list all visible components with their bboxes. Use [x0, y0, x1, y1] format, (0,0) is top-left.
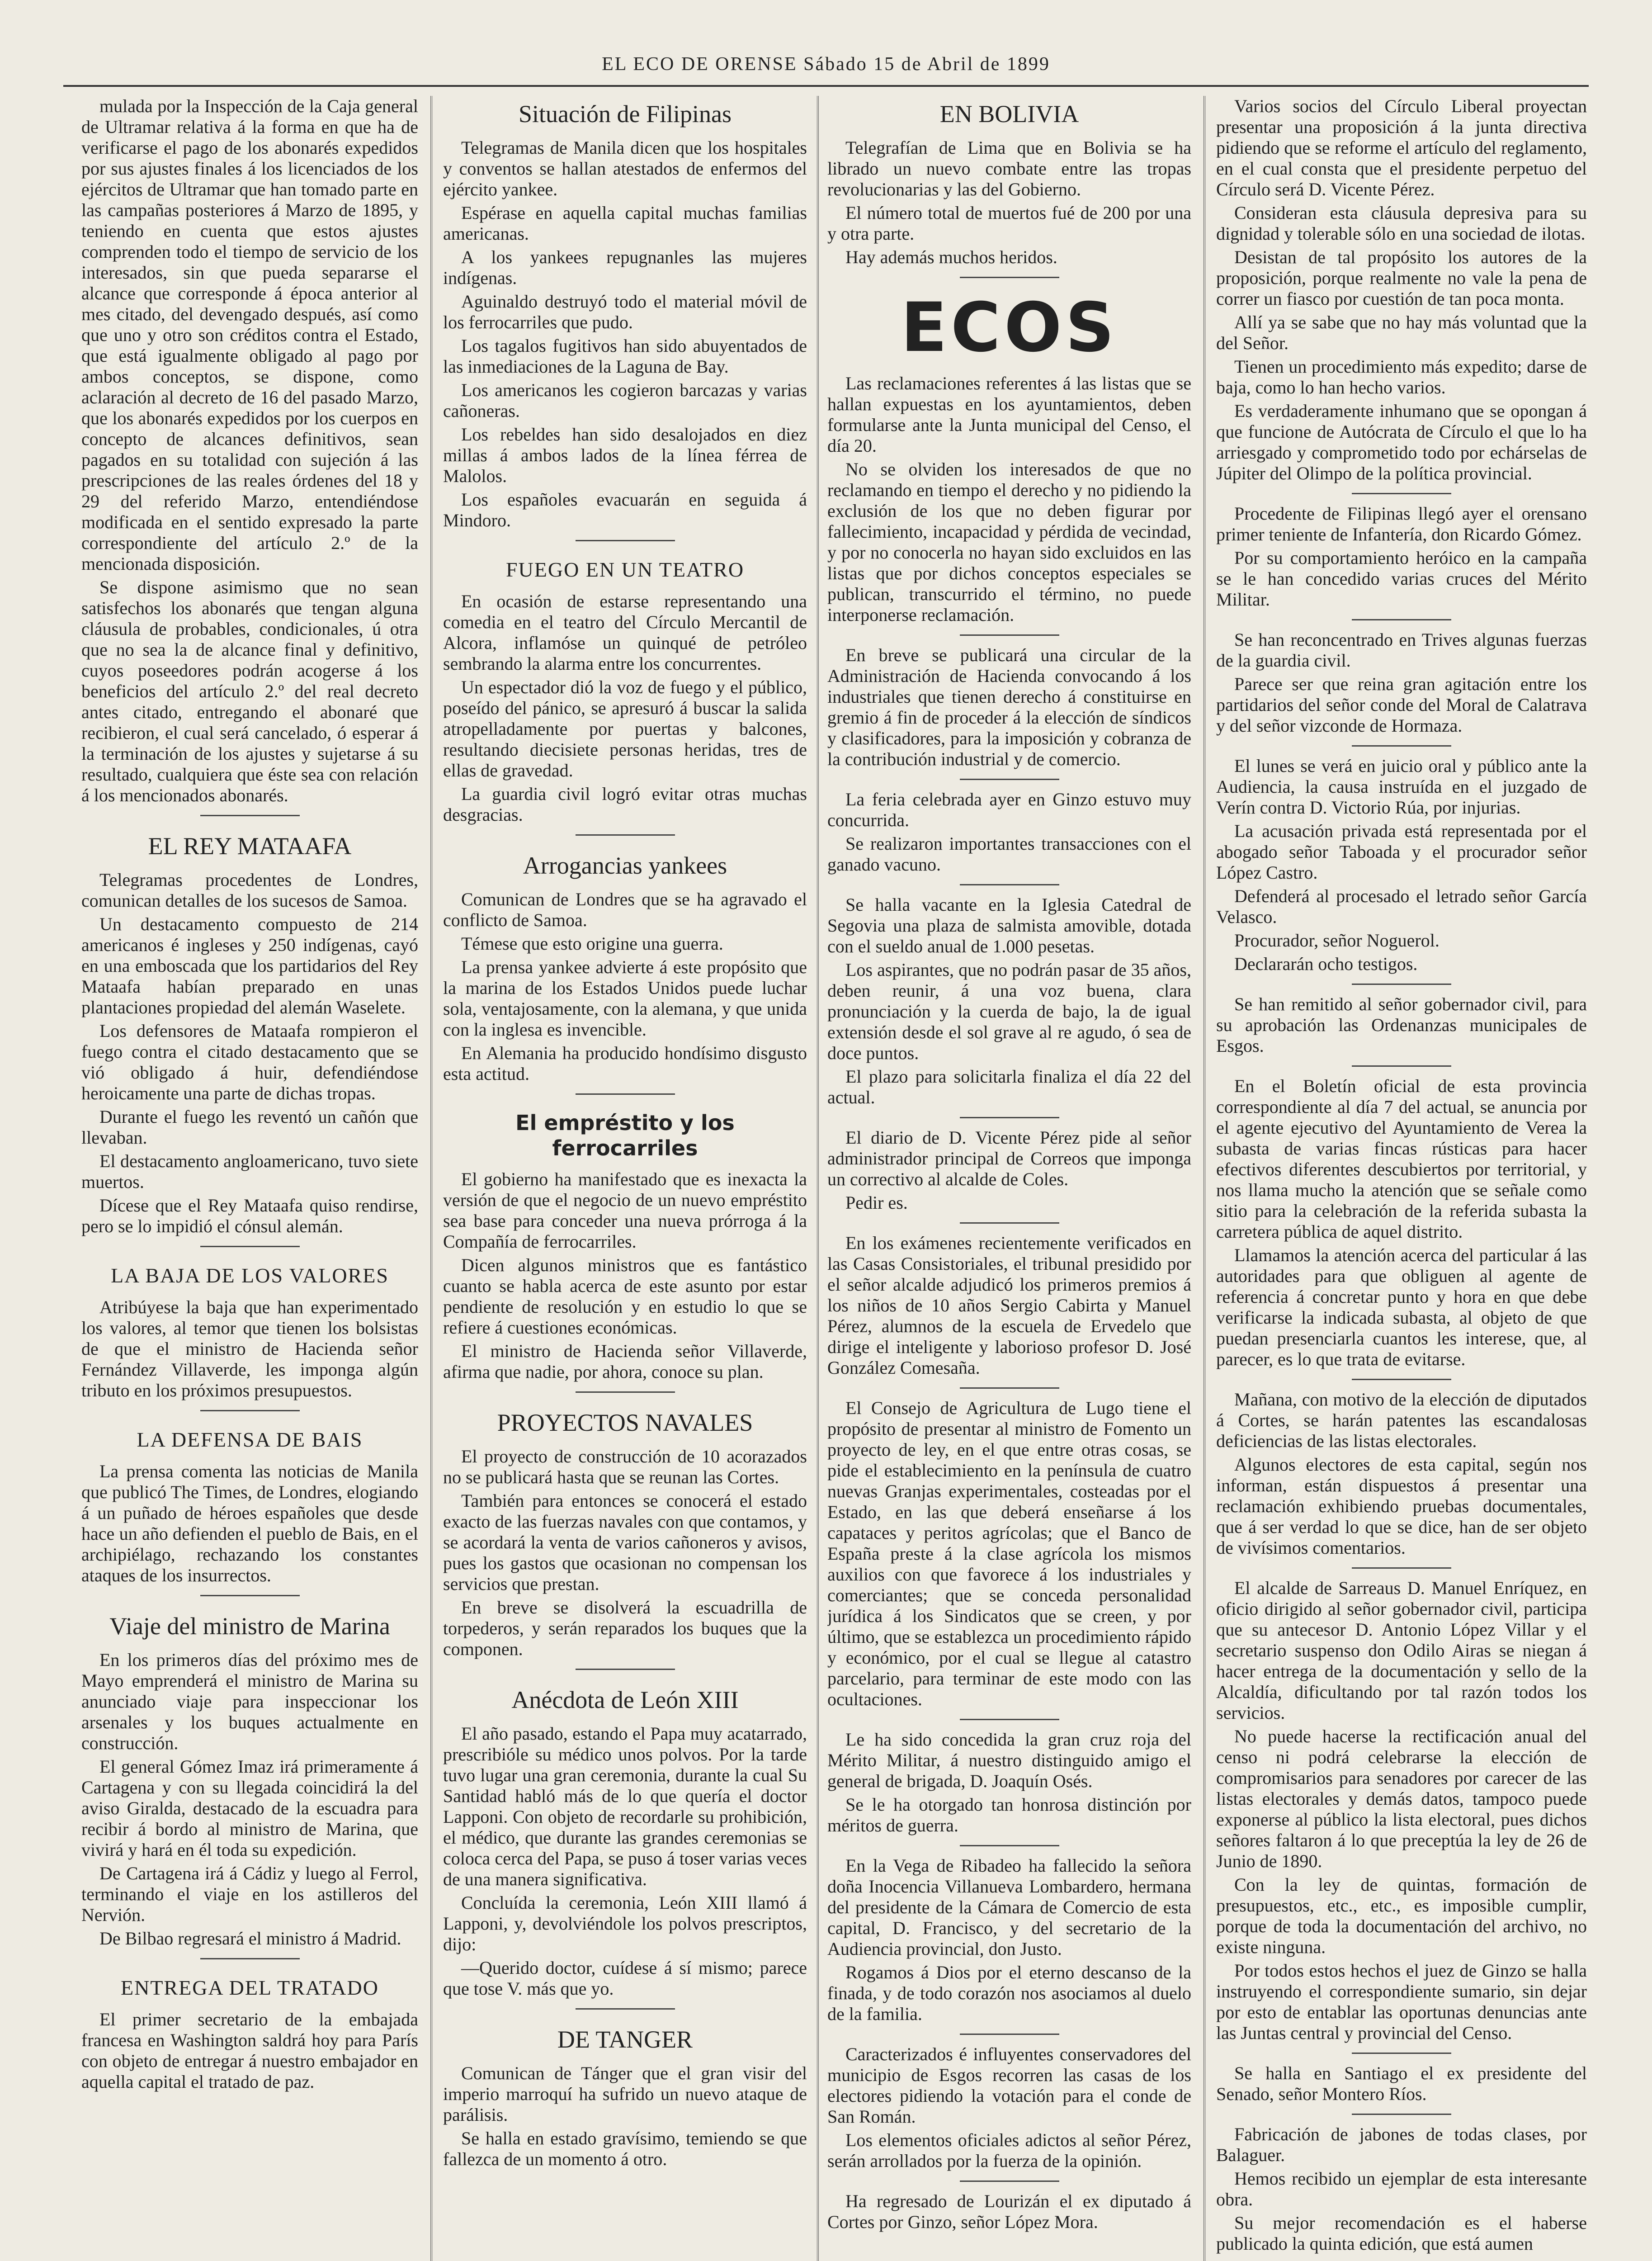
paragraph: En la Vega de Ribadeo ha fallecido la señora doña Inocencia Villanueva Lombardero, hermana del presidente de la Cámara de Comercio de esta capital, D. Francisco, y del secretario de la Audiencia provincial, don Justo. — [827, 1855, 1191, 1959]
paragraph: Dicen algunos ministros que es fantástico cuanto se habla acerca de este asunto por estar pendiente de resolución y en estudio lo que se refiere á cuestiones económicas. — [443, 1255, 807, 1338]
article-entrega-tratado — [81, 2009, 418, 2092]
paragraph: Declararán ocho testigos. — [1234, 954, 1418, 974]
paragraph: En los exámenes recientemente verificados en las Casas Consistoriales, el tribunal presidido por el señor alcalde adjudicó los primeros premios á los niños de 10 años Sergio Cabirta y Manuel Pérez, alumnos de la escuela de Ervedelo que dirige el inteligente y laborioso profesor D. José González Comesaña. — [827, 1233, 1191, 1378]
paragraph: Témese que esto origine una guerra. — [461, 933, 723, 954]
paragraph: Se halla en estado gravísimo, temiendo se que fallezca de un momento á otro. — [443, 2128, 807, 2169]
separator — [960, 1845, 1059, 1846]
news-item — [1216, 994, 1587, 1056]
paragraph: Con la ley de quintas, formación de presupuestos, etc., etc., es imposible cumplir, porque de toda la documentación del archivo, no existe ninguna. — [1216, 1874, 1587, 1957]
article-bolivia — [827, 137, 1191, 268]
paragraph: De Bilbao regresará el ministro á Madrid. — [99, 1928, 401, 1949]
paragraph: Es verdaderamente inhumano que se opongan á que funcione de Autócrata de Círculo el que lo ha arriesgado y comprometido todo por echárselas de Júpiter del Olimpo de la política provincial. — [1216, 401, 1587, 483]
separator — [200, 815, 300, 816]
headline-bolivia: EN BOLIVIA — [939, 100, 1079, 128]
article-proyectos-navales — [443, 1446, 807, 1660]
paragraph: Se realizaron importantes transacciones con el ganado vacuno. — [827, 833, 1191, 875]
paragraph: La feria celebrada ayer en Ginzo estuvo muy concurrida. — [827, 789, 1191, 830]
news-item — [827, 2191, 1191, 2233]
headline-fuego-teatro: FUEGO EN UN TEATRO — [505, 558, 745, 581]
separator — [576, 834, 675, 836]
article-tanger — [443, 2063, 807, 2170]
separator — [200, 1246, 300, 1247]
paragraph: Allí ya se sabe que no hay más voluntad que la del Señor. — [1216, 312, 1587, 353]
paragraph: Espérase en aquella capital muchas familias americanas. — [443, 203, 807, 244]
paragraph: El ministro de Hacienda señor Villaverde, afirma que nadie, por ahora, conoce su plan. — [443, 1341, 807, 1382]
paragraph: Un destacamento compuesto de 214 americanos é ingleses y 250 indígenas, cayó en una emboscada que los partidarios del Rey Mataafa habían preparado en unas plantaciones propiedad del alemán Waselete. — [81, 914, 418, 1017]
paragraph: Defenderá al procesado el letrado señor García Velasco. — [1216, 886, 1587, 927]
paragraph: No se olviden los interesados de que no reclamando en tiempo el derecho y no pidiendo la exclusión de los que no deben figurar por fallecimiento, incapacidad y pérdida de vecindad, y por no conocerla no hayan sido excluidos en las listas que por dichos conceptos especiales se publican, transcurrido el término, no puede interponerse reclamación. — [827, 459, 1191, 625]
paragraph: Desistan de tal propósito los autores de la proposición, porque realmente no vale la pena de correr un fiasco por cuestión de tan poca monta. — [1216, 247, 1587, 309]
paragraph: Parece ser que reina gran agitación entre los partidarios del señor conde del Moral de Calatrava y del señor vizconde de Hormaza. — [1216, 674, 1587, 736]
paragraph: —Querido doctor, cuídese á sí mismo; parece que tose V. más que yo. — [443, 1958, 807, 1999]
separator — [200, 1410, 300, 1411]
separator — [1352, 493, 1451, 494]
paragraph: Telegrafían de Lima que en Bolivia se ha librado un nuevo combate entre las tropas revolucionarias y las del Gobierno. — [827, 137, 1191, 199]
separator — [576, 540, 675, 541]
paragraph: El destacamento angloamericano, tuvo siete muertos. — [81, 1151, 418, 1192]
separator — [960, 2034, 1059, 2035]
headline-proyectos-navales: PROYECTOS NAVALES — [497, 1409, 753, 1436]
paragraph: Un espectador dió la voz de fuego y el público, poseído del pánico, se apresuró á buscar la salida atropelladamente por puertas y balcones, resultando diecisiete personas heridas, tres de ellas de gravedad. — [443, 677, 807, 780]
headline-baja-valores: LA BAJA DE LOS VALORES — [111, 1264, 389, 1287]
headline-defensa-bais: LA DEFENSA DE BAIS — [137, 1428, 363, 1451]
paragraph: La guardia civil logró evitar otras muchas desgracias. — [443, 784, 807, 825]
paragraph: El general Gómez Imaz irá primeramente á Cartagena y con su llegada coincidirá la del aviso Giralda, destacado de la escuadra para recibir á bordo al ministro de Marina, que vivirá y hará en él toda su expedición. — [81, 1756, 418, 1860]
news-item — [1216, 96, 1587, 484]
separator — [960, 277, 1059, 278]
paragraph: Tienen un procedimiento más expedito; darse de baja, como lo han hecho varios. — [1216, 356, 1587, 397]
separator — [1352, 2053, 1451, 2054]
paragraph: Durante el fuego les reventó un cañón que llevaban. — [81, 1107, 418, 1148]
paragraph: El alcalde de Sarreaus D. Manuel Enríquez, en oficio dirigido al señor gobernador civil, participa que su antecesor D. Antonio López Villar y el secretario suspenso don Odilo Airas se niegan á hacer entrega de la documentación y sello de la Alcaldía, dificultando por tal razón todos los servicios. — [1216, 1578, 1587, 1723]
paragraph: En breve se publicará una circular de la Administración de Hacienda convocando á los industriales que tienen derecho á constituirse en gremio á fin de proceder á la elección de síndicos y clasificadores, para la imposición y cobranza de la contribución industrial y de comercio. — [827, 645, 1191, 769]
paragraph: Los tagalos fugitivos han sido abuyentados de las inmediaciones de la Laguna de Bay. — [443, 336, 807, 377]
separator — [1352, 745, 1451, 747]
column-2 — [443, 96, 807, 2261]
headline-entrega-tratado: ENTREGA DEL TRATADO — [121, 1976, 379, 1999]
news-item — [827, 1127, 1191, 1213]
article-anecdota — [443, 1723, 807, 1999]
separator — [200, 1958, 300, 1959]
paragraph: Se le ha otorgado tan honrosa distinción por méritos de guerra. — [827, 1794, 1191, 1835]
paragraph: La prensa comenta las noticias de Manila que publicó The Times, de Londres, elogiando á un puñado de héroes españoles que desde hace un año defienden el pueblo de Bais, en el archipiélago, rechazando los constantes ataques de los insurrectos. — [81, 1461, 418, 1585]
separator — [960, 1117, 1059, 1118]
paragraph: Los defensores de Mataafa rompieron el fuego contra el citado destacamento que se vió obligado á huir, defendiéndose heroicamente una parte de dichas tropas. — [81, 1021, 418, 1103]
paragraph: También para entonces se conocerá el estado exacto de las fuerzas navales con que contamos, y se acordará la venta de varios cañoneros y avisos, pues los gastos que ocasionan no compensan los servicios que prestan. — [443, 1490, 807, 1594]
separator — [960, 634, 1059, 636]
paragraph: El número total de muertos fué de 200 por una y otra parte. — [827, 203, 1191, 244]
paragraph: Telegramas de Manila dicen que los hospitales y conventos se hallan atestados de enfermos del ejército yankee. — [443, 137, 807, 199]
news-item — [827, 1729, 1191, 1836]
separator — [576, 1669, 675, 1670]
paragraph: La prensa yankee advierte á este propósito que la marina de los Estados Unidos puede luchar sola, ventajosamente, con la alemana, y que unida con la inglesa es invencible. — [443, 957, 807, 1040]
news-item — [1216, 2124, 1587, 2254]
news-item — [1216, 629, 1587, 736]
paragraph: Hay además muchos heridos. — [845, 247, 1057, 267]
paragraph: Telegramas procedentes de Londres, comunican detalles de los sucesos de Samoa. — [81, 870, 418, 911]
column-1 — [81, 96, 418, 2261]
paragraph: Llamamos la atención acerca del particular á las autoridades para que obliguen al agente de referencia á concretar punto y hora en que debe verificarse la indicada subasta, al objeto de que puedan presenciarla cuantos les interese, que, al parecer, es lo que trata de evitarse. — [1216, 1245, 1587, 1369]
news-item — [827, 894, 1191, 1108]
paragraph: Se han reconcentrado en Trives algunas fuerzas de la guardia civil. — [1216, 629, 1587, 671]
news-item — [827, 1855, 1191, 2024]
headline-tanger: DE TANGER — [557, 2026, 693, 2053]
paragraph: No puede hacerse la rectificación anual del censo ni podrá celebrarse la elección de compromisarios para senadores por carecer de las listas electorales y demás datos, tampoco puede exponerse al público la lista electoral, pues dichos señores faltaron á lo que preceptúa la ley de 26 de Junio de 1890. — [1216, 1726, 1587, 1871]
column-rule — [817, 96, 819, 2261]
separator — [1352, 1567, 1451, 1569]
paragraph: En Alemania ha producido hondísimo disgusto esta actitud. — [443, 1043, 807, 1084]
paragraph: Las reclamaciones referentes á las listas que se hallan expuestas en los ayuntamientos, deben formularse ante la Junta municipal del Censo, el día 20. — [827, 373, 1191, 456]
ecos-items-continued — [1216, 96, 1587, 2254]
separator — [1352, 2114, 1451, 2115]
paragraph: Se han remitido al señor gobernador civil, para su aprobación las Ordenanzas municipales de Esgos. — [1216, 994, 1587, 1056]
article-filipinas — [443, 137, 807, 531]
separator — [960, 884, 1059, 885]
separator — [1352, 619, 1451, 620]
paragraph: El plazo para solicitarla finaliza el día 22 del actual. — [827, 1066, 1191, 1107]
paragraph: Se halla en Santiago el ex presidente del Senado, señor Montero Ríos. — [1216, 2063, 1587, 2104]
paragraph: Su mejor recomendación es el haberse publicado la quinta edición, que está aumen — [1216, 2213, 1587, 2254]
news-item — [827, 645, 1191, 770]
separator — [960, 1387, 1059, 1389]
news-item — [827, 1233, 1191, 1378]
column-rule — [430, 96, 432, 2261]
paragraph: El lunes se verá en juicio oral y público ante la Audiencia, la causa instruída en el juzgado de Verín contra D. Victorio Rúa, por injurias. — [1216, 756, 1587, 818]
paragraph: El Consejo de Agricultura de Lugo tiene el propósito de presentar al ministro de Fomento un proyecto de ley, en el que entre otras cosas, se pide el establecimiento en la península de cuatro nuevas Granjas experimentales, costeadas por el Estado, en las que deberá enseñarse á los capataces y peritos agrícolas; que el Banco de España preste á la clase agrícola los mismos auxilios con que favorece á los industriales y comerciantes; que se conceda personalidad jurídica á los Sindicatos que se creen, y por último, que se establezca un procedimiento rápido y económico, por el cual se llegue al catastro parcelario, para terminar de este modo con las ocultaciones. — [827, 1398, 1191, 1709]
news-item — [1216, 2063, 1587, 2105]
separator — [576, 2008, 675, 2010]
paragraph: En los primeros días del próximo mes de Mayo emprenderá el ministro de Marina su anunciado viaje para inspeccionar los arsenales y los buques actualmente en construcción. — [81, 1650, 418, 1753]
separator — [960, 2181, 1059, 2182]
article-viaje-ministro — [81, 1650, 418, 1949]
article-defensa-bais — [81, 1461, 418, 1586]
column-rule — [1204, 96, 1205, 2261]
separator — [1352, 984, 1451, 985]
separator — [960, 1222, 1059, 1224]
paragraph: Los elementos oficiales adictos al señor Pérez, serán arrollados por la fuerza de la opinión. — [827, 2130, 1191, 2171]
paragraph: A los yankees repugnanles las mujeres indígenas. — [443, 247, 807, 288]
headline-emprestito: El empréstito y los ferrocarriles — [515, 1111, 735, 1160]
news-item — [827, 2044, 1191, 2171]
paragraph: En el Boletín oficial de esta provincia correspondiente al día 7 del actual, se anuncia por el agente ejecutivo del Ayuntamiento de Verea la subasta de varias fincas rústicas para hacer efectivos diferentes descubiertos por territorial, y nos llama mucho la atención que se señale como sitio para la celebración de la referida subasta la carretera pública de aquel distrito. — [1216, 1076, 1587, 1242]
paragraph: Los aspirantes, que no podrán pasar de 35 años, deben reunir, á una voz buena, clara pronunciación y la cuerda de bajo, la de igual extensión desde el sol grave al re agudo, ó sea de doce puntos. — [827, 960, 1191, 1063]
paragraph: Rogamos á Dios por el eterno descanso de la finada, y de todo corazón nos asociamos al duelo de la familia. — [827, 1962, 1191, 2024]
separator — [576, 1391, 675, 1393]
article-fuego-teatro — [443, 591, 807, 825]
headline-rey-mataafa: EL REY MATAAFA — [148, 833, 352, 860]
headline-filipinas: Situación de Filipinas — [519, 100, 732, 128]
news-item — [1216, 1389, 1587, 1558]
paragraph: Aguinaldo destruyó todo el material móvil de los ferrocarriles que pudo. — [443, 291, 807, 332]
separator — [576, 1093, 675, 1095]
paragraph: Fabricación de jabones de todas clases, por Balaguer. — [1216, 2124, 1587, 2165]
news-item — [827, 789, 1191, 875]
news-item — [1216, 756, 1587, 974]
column-4 — [1216, 96, 1587, 2261]
paragraph: Se halla vacante en la Iglesia Catedral de Segovia una plaza de salmista amovible, dotada con el sueldo anual de 1.000 pesetas. — [827, 894, 1191, 956]
paragraph: Por todos estos hechos el juez de Ginzo se halla instruyendo el correspondiente sumario, sin dejar por esto de entablar las oportunas denuncias ante las Juntas central y provincial del Censo. — [1216, 1960, 1587, 2043]
paragraph: Le ha sido concedida la gran cruz roja del Mérito Militar, á nuestro distinguido amigo el general de brigada, D. Joaquín Osés. — [827, 1729, 1191, 1791]
paragraph: El primer secretario de la embajada francesa en Washington saldrá hoy para París con objeto de entregar á nuestro embajador en aquella capital el tratado de paz. — [81, 2009, 418, 2092]
paragraph: Dícese que el Rey Mataafa quiso rendirse, pero se lo impidió el cónsul alemán. — [81, 1195, 418, 1236]
paragraph: Los americanos les cogieron barcazas y varias cañoneras. — [443, 380, 807, 421]
paragraph: El diario de D. Vicente Pérez pide al señor administrador principal de Correos que imponga un correctivo al alcalde de Coles. — [827, 1127, 1191, 1189]
paragraph: Los rebeldes han sido desalojados en diez millas á ambos lados de la línea férrea de Malolos. — [443, 424, 807, 486]
news-item — [1216, 503, 1587, 610]
masthead: EL ECO DE ORENSE Sábado 15 de Abril de 1899 — [63, 53, 1589, 87]
section-title-ecos: ECOS — [901, 289, 1118, 367]
paragraph: En breve se disolverá la escuadrilla de torpederos, y serán reparados los buques que la componen. — [443, 1597, 807, 1659]
headline-viaje-ministro: Viaje del ministro de Marina — [109, 1613, 390, 1640]
news-item — [827, 373, 1191, 625]
ecos-items — [827, 373, 1191, 2233]
paragraph: Procurador, señor Noguerol. — [1234, 930, 1440, 951]
paragraph: En ocasión de estarse representando una comedia en el teatro del Círculo Mercantil de Alcora, inflamóse un quinqué de petróleo sembrando la alarma entre los concurrentes. — [443, 591, 807, 674]
paragraph: Caracterizados é influyentes conservadores del municipio de Esgos recorren las casas de los electores pidiendo la votación para el conde de San Román. — [827, 2044, 1191, 2127]
paragraph: Procedente de Filipinas llegó ayer el orensano primer teniente de Infantería, don Ricardo Gómez. — [1216, 503, 1587, 544]
paragraph: Los españoles evacuarán en seguida á Mindoro. — [443, 489, 807, 530]
paragraph: El proyecto de construcción de 10 acorazados no se publicará hasta que se reunan las Cortes. — [443, 1446, 807, 1487]
article-emprestito — [443, 1169, 807, 1382]
paragraph: Por su comportamiento heróico en la campaña se le han concedido varias cruces del Mérito Militar. — [1216, 548, 1587, 610]
separator — [960, 1719, 1059, 1720]
paragraph: La acusación privada está representada por el abogado señor Taboada y el procurador señor López Castro. — [1216, 821, 1587, 883]
paragraph: Se dispone asimismo que no sean satisfechos los abonarés que tengan alguna cláusula de probables, condicionales, ú otra que no sea la de alcance final y definitivo, cuyos poseedores podrán acogerse á los beneficios del artículo 2.º del real decreto antes citado, entregando el abonaré que recibieron, el cual será cancelado, ó esperar á la terminación de los ajustes y sujetarse á su resultado, cualquiera que éste sea con relación á los mencionados abonarés. — [81, 577, 418, 805]
separator — [1352, 1379, 1451, 1380]
paragraph: Mañana, con motivo de la elección de diputados á Cortes, se harán patentes las escandalosas deficiencias de las listas electorales. — [1216, 1389, 1587, 1451]
paragraph: Varios socios del Círculo Liberal proyectan presentar una proposición á la junta directiva pidiendo que se reforme el artículo del reglamento, en el cual consta que el presidente perpetuo del Círculo será D. Vicente Pérez. — [1216, 96, 1587, 199]
paragraph: De Cartagena irá á Cádiz y luego al Ferrol, terminando el viaje en los astilleros del Nervión. — [81, 1863, 418, 1925]
paragraph: El gobierno ha manifestado que es inexacta la versión de que el negocio de un nuevo empréstito sea base para conceder una nueva prórroga á la Compañía de ferrocarriles. — [443, 1169, 807, 1252]
news-item — [1216, 1578, 1587, 2043]
article-baja-valores — [81, 1297, 418, 1401]
headline-anecdota: Anécdota de León XIII — [511, 1686, 739, 1713]
intro-article — [81, 96, 418, 806]
paragraph: El año pasado, estando el Papa muy acatarrado, prescribióle su médico unos polvos. Por la tarde tuvo lugar una gran ceremonia, durante la cual Su Santidad habló más de lo que quería el doctor Lapponi. Con objeto de recordarle su prohibición, el médico, que durante las grandes ceremonias se coloca cerca del Papa, se puso á toser varias veces de una manera significativa. — [443, 1723, 807, 1889]
column-3 — [827, 96, 1191, 2261]
paragraph: Hemos recibido un ejemplar de esta interesante obra. — [1216, 2168, 1587, 2209]
paragraph: mulada por la Inspección de la Caja general de Ultramar relativa á la forma en que ha de verificarse el pago de los abonarés expedidos por sus ajustes finales á los licenciados de los ejércitos de Ultramar que han tomado parte en las campañas posteriores á Marzo de 1895, y teniendo en cuenta que estos ajustes comprenden todo el tiempo de servicio de los interesados, sin que pueda separarse el alcance que corresponde á época anterior al mes citado, del devengado después, así como que uno y otro son créditos contra el Estado, que está igualmente obligado al pago por ambos conceptos, se dispone, como aclaración al decreto de 16 del pasado Marzo, que los abonarés expedidos por los cuerpos en concepto de alcances definitivos, sean pagados en su totalidad con sujeción á las prescripciones de las reales órdenes del 18 y 29 del referido Marzo, entendiéndose modificada en el sentido expresado la parte correspondiente del artículo 2.º de la mencionada disposición. — [81, 96, 418, 574]
news-item — [827, 1398, 1191, 1710]
separator — [1352, 1065, 1451, 1067]
article-arrogancias — [443, 889, 807, 1084]
paragraph: Concluída la ceremonia, León XIII llamó á Lapponi, y, devolviéndole los polvos prescriptos, dijo: — [443, 1892, 807, 1954]
news-item — [1216, 1076, 1587, 1370]
article-rey-mataafa — [81, 870, 418, 1237]
separator — [960, 779, 1059, 780]
paragraph: Atribúyese la baja que han experimentado los valores, al temor que tienen los bolsistas de que el ministro de Hacienda señor Fernández Villaverde, les imponga algún tributo en los próximos presupuestos. — [81, 1297, 418, 1400]
paragraph: Consideran esta cláusula depresiva para su dignidad y tolerable sólo en una sociedad de ilotas. — [1216, 203, 1587, 244]
paragraph: Comunican de Tánger que el gran visir del imperio marroquí ha sufrido un nuevo ataque de parálisis. — [443, 2063, 807, 2125]
paragraph: Algunos electores de esta capital, según nos informan, están dispuestos á presentar una reclamación exhibiendo pruebas documentales, que á ser verdad lo que se dice, han de ser objeto de vivísimos comentarios. — [1216, 1454, 1587, 1558]
headline-arrogancias: Arrogancias yankees — [523, 852, 727, 879]
paragraph: Ha regresado de Lourizán el ex diputado á Cortes por Ginzo, señor López Mora. — [827, 2191, 1191, 2232]
separator — [200, 1595, 300, 1596]
paragraph: Pedir es. — [845, 1192, 908, 1213]
paragraph: Comunican de Londres que se ha agravado el conflicto de Samoa. — [443, 889, 807, 930]
